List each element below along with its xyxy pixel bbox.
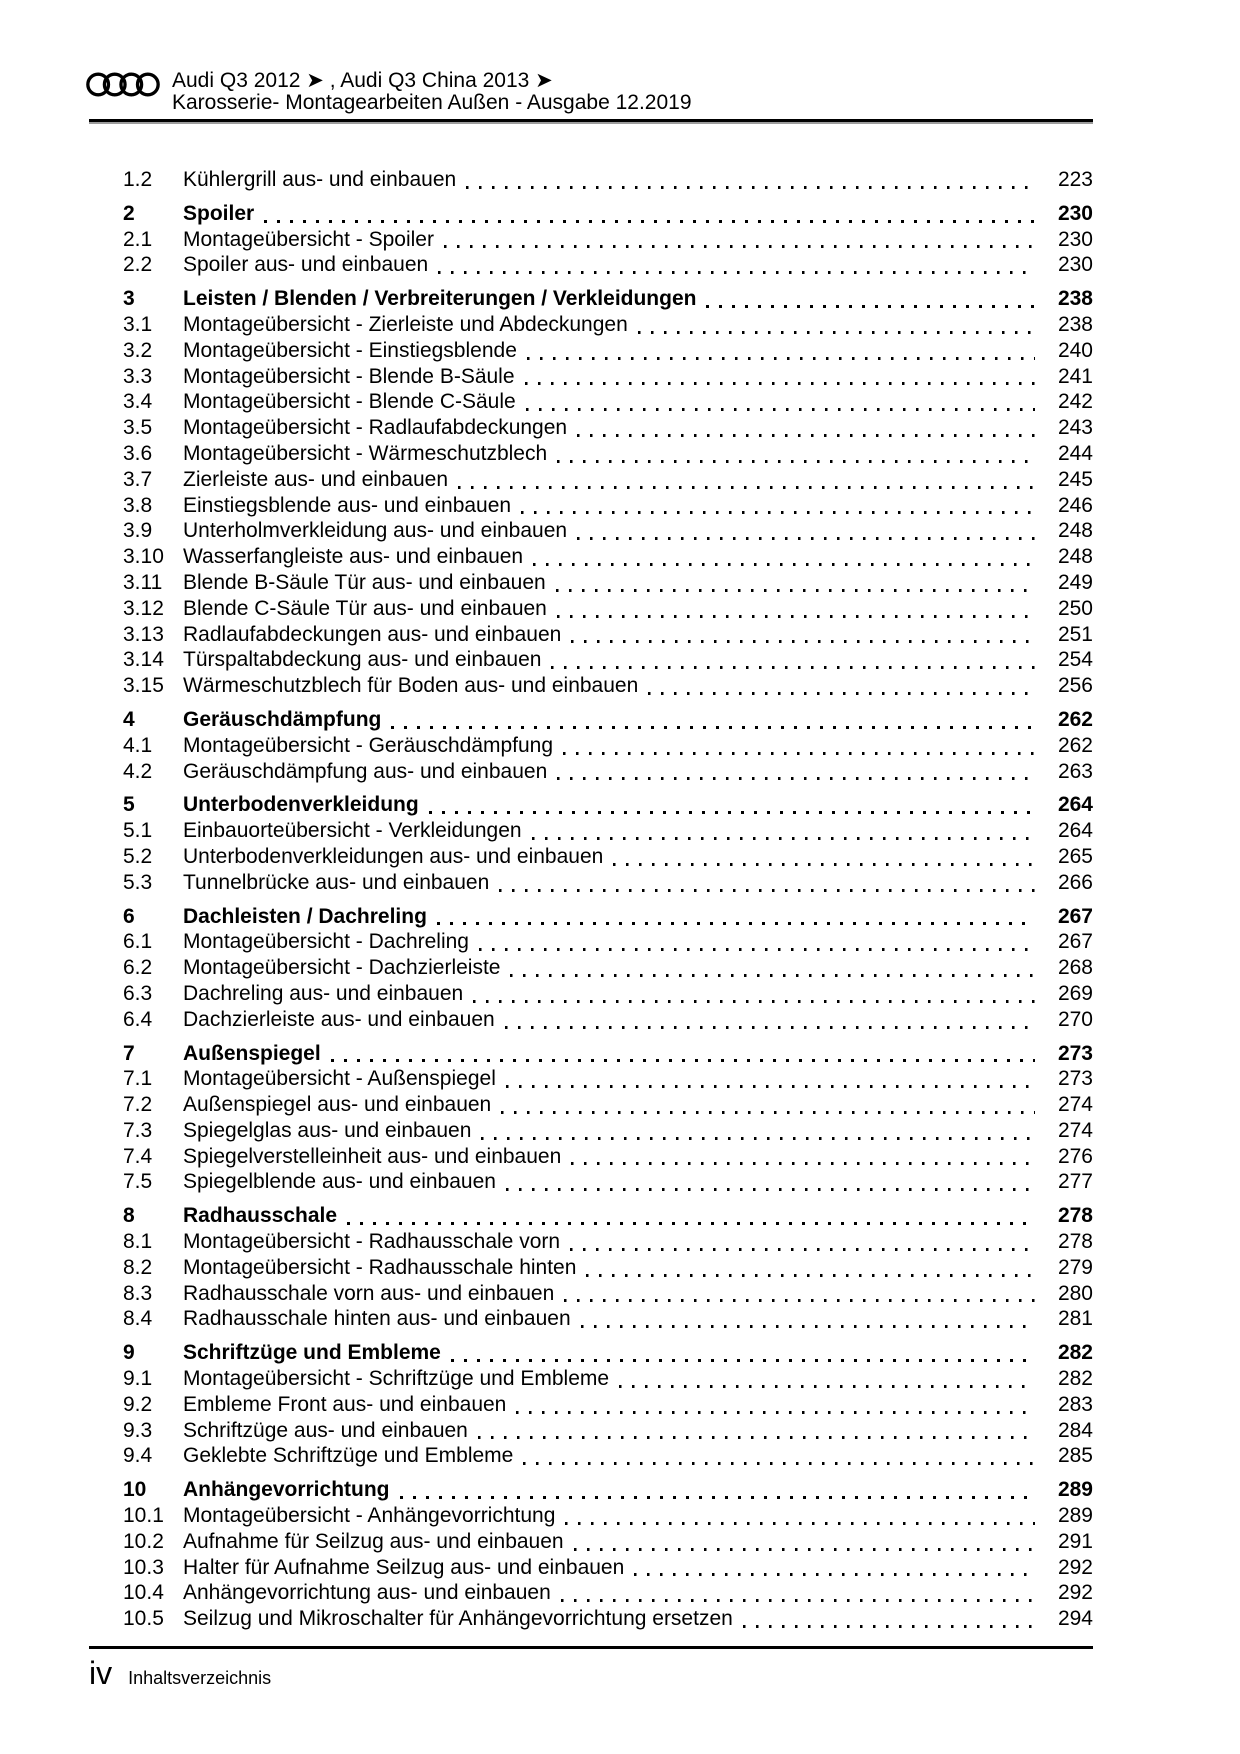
toc-entry-title: Radhausschale hinten aus- und einbauen [183, 1307, 571, 1331]
toc-row [123, 1282, 1093, 1308]
toc-entry-number: 10.1 [123, 1504, 164, 1528]
toc-entry-page: 263 [1057, 759, 1093, 783]
toc-entry-page: 276 [1057, 1144, 1093, 1168]
toc-entry-page: 246 [1057, 493, 1093, 517]
toc-entry-number: 3.11 [123, 570, 163, 594]
dot-leader [743, 1625, 1035, 1628]
toc-entry-title: Unterbodenverkleidung [183, 793, 419, 817]
dot-leader [400, 1496, 1035, 1499]
toc-entry-page: 262 [1057, 707, 1093, 731]
toc-entry-title: Einbauorteübersicht - Verkleidungen [183, 819, 522, 843]
toc-entry-title: Radhausschale [183, 1204, 338, 1228]
dot-leader [347, 1222, 1035, 1225]
toc-row [123, 494, 1093, 520]
toc-entry-number: 7.4 [123, 1144, 153, 1168]
toc-entry-title: Türspaltabdeckung aus- und einbauen [183, 648, 542, 672]
toc-entry-page: 244 [1057, 441, 1093, 465]
header-title-line2: Karosserie- Montagearbeiten Außen - Ausgabe 12.2019 [172, 91, 692, 114]
toc-entry-title: Montageübersicht - Dachzierleiste [183, 956, 501, 980]
toc-entry-title: Montageübersicht - Geräuschdämpfung [183, 733, 554, 757]
toc-entry-number: 6.4 [123, 1007, 153, 1031]
toc-entry-number: 3.8 [123, 493, 153, 517]
toc-row [123, 545, 1093, 571]
toc-row [123, 1256, 1093, 1282]
toc-entry-number: 8.3 [123, 1281, 153, 1305]
toc-entry-page: 267 [1057, 904, 1093, 928]
dot-leader [458, 486, 1035, 489]
toc-entry-title: Schriftzüge aus- und einbauen [183, 1418, 468, 1442]
toc-row [123, 1204, 1093, 1230]
dot-leader [561, 1599, 1035, 1602]
toc-entry-number: 10 [123, 1478, 147, 1502]
toc-entry-page: 265 [1057, 844, 1093, 868]
footer-page-number: iv [89, 1655, 113, 1691]
dot-leader [571, 640, 1035, 643]
toc-entry-number: 6.2 [123, 956, 153, 980]
toc-row [123, 623, 1093, 649]
dot-leader [506, 1085, 1035, 1088]
page-header [86, 70, 692, 114]
toc-entry-page: 282 [1057, 1341, 1093, 1365]
toc-row [123, 442, 1093, 468]
toc-entry-number: 7 [123, 1041, 135, 1065]
toc-entry-number: 3.7 [123, 467, 153, 491]
toc-entry-number: 3.6 [123, 441, 153, 465]
dot-leader [391, 726, 1035, 729]
toc-entry-number: 10.2 [123, 1529, 164, 1553]
toc-row [123, 1145, 1093, 1171]
toc-entry-title: Montageübersicht - Spoiler [183, 227, 434, 251]
toc-entry-title: Unterbodenverkleidungen aus- und einbauen [183, 844, 604, 868]
toc-row [123, 571, 1093, 597]
toc-entry-title: Embleme Front aus- und einbauen [183, 1392, 507, 1416]
dot-leader [264, 220, 1035, 223]
toc-entry-page: 277 [1057, 1170, 1093, 1194]
dot-leader [613, 863, 1035, 866]
toc-entry-title: Aufnahme für Seilzug aus- und einbauen [183, 1529, 564, 1553]
toc-entry-title: Wasserfangleiste aus- und einbauen [183, 545, 524, 569]
toc-entry-title: Spiegelglas aus- und einbauen [183, 1118, 472, 1142]
toc-entry-page: 267 [1057, 930, 1093, 954]
toc-entry-page: 274 [1057, 1093, 1093, 1117]
dot-leader [574, 1548, 1035, 1551]
toc-entry-title: Montageübersicht - Radlaufabdeckungen [183, 416, 568, 440]
toc-row [123, 339, 1093, 365]
toc-entry-page: 249 [1057, 570, 1093, 594]
toc-row [123, 1307, 1093, 1333]
toc-row [123, 1581, 1093, 1607]
dot-leader [499, 889, 1035, 892]
toc-row [123, 1556, 1093, 1582]
toc-entry-number: 5.1 [123, 819, 153, 843]
toc-entry-title: Blende B-Säule Tür aus- und einbauen [183, 570, 546, 594]
toc-entry-page: 254 [1057, 648, 1093, 672]
toc-entry-title: Anhängevorrichtung aus- und einbauen [183, 1581, 551, 1605]
toc-entry-page: 292 [1057, 1581, 1093, 1605]
toc-row [123, 760, 1093, 786]
toc-entry-page: 291 [1057, 1529, 1093, 1553]
toc-entry-page: 273 [1057, 1067, 1093, 1091]
toc-entry-number: 2.2 [123, 253, 153, 277]
toc-entry-title: Blende C-Säule Tür aus- und einbauen [183, 596, 547, 620]
toc-entry-number: 2.1 [123, 227, 153, 251]
toc-entry-title: Halter für Aufnahme Seilzug aus- und einbauen [183, 1555, 625, 1579]
toc-entry-title: Kühlergrill aus- und einbauen [183, 168, 457, 191]
toc-entry-number: 3.4 [123, 390, 153, 414]
dot-leader [510, 974, 1035, 977]
toc-entry-number: 3.10 [123, 545, 164, 569]
dot-leader [532, 837, 1035, 840]
dot-leader [619, 1385, 1035, 1388]
toc-row [123, 1341, 1093, 1367]
toc-entry-number: 8.1 [123, 1230, 153, 1254]
toc-entry-title: Montageübersicht - Schriftzüge und Embleme [183, 1367, 610, 1391]
footer-section-label: Inhaltsverzeichnis [128, 1668, 272, 1688]
toc-row [123, 1444, 1093, 1470]
toc-entry-number: 3.1 [123, 312, 153, 336]
toc-entry-title: Anhängevorrichtung [183, 1478, 390, 1502]
toc-row [123, 1093, 1093, 1119]
toc-row [123, 1230, 1093, 1256]
toc-entry-title: Außenspiegel [183, 1041, 321, 1065]
toc-entry-page: 280 [1057, 1281, 1093, 1305]
toc-entry-page: 238 [1057, 287, 1093, 311]
toc-entry-page: 248 [1057, 545, 1093, 569]
toc-row [123, 1607, 1093, 1633]
dot-leader [479, 948, 1035, 951]
dot-leader [523, 1462, 1035, 1465]
toc-entry-number: 9.4 [123, 1444, 153, 1468]
toc-entry-page: 230 [1057, 227, 1093, 251]
dot-leader [478, 1436, 1035, 1439]
toc-entry-title: Leisten / Blenden / Verbreiterungen / Verkleidungen [183, 287, 697, 311]
toc-row [123, 1504, 1093, 1530]
dot-leader [564, 1299, 1035, 1302]
toc-entry-number: 7.1 [123, 1067, 153, 1091]
toc-entry-title: Unterholmverkleidung aus- und einbauen [183, 519, 568, 543]
toc-entry-page: 269 [1057, 981, 1093, 1005]
toc-row [123, 674, 1093, 700]
dot-leader [516, 1411, 1035, 1414]
toc-entry-page: 264 [1057, 819, 1093, 843]
toc-entry-page: 292 [1057, 1555, 1093, 1579]
toc-entry-number: 9.3 [123, 1418, 153, 1442]
page-footer [89, 1655, 271, 1691]
toc-entry-page: 294 [1057, 1607, 1093, 1631]
toc-entry-number: 5.3 [123, 870, 153, 894]
dot-leader [581, 1325, 1035, 1328]
header-divider [89, 119, 1093, 122]
dot-leader [451, 1359, 1035, 1362]
toc-entry-number: 4.1 [123, 733, 153, 757]
toc-entry-number: 9.1 [123, 1367, 153, 1391]
toc-entry-number: 4.2 [123, 759, 153, 783]
toc-entry-number: 3.12 [123, 596, 164, 620]
toc-entry-title: Montageübersicht - Radhausschale hinten [183, 1255, 577, 1279]
toc-row [123, 1393, 1093, 1419]
footer-divider [89, 1646, 1093, 1649]
header-title-line1: Audi Q3 2012 ➤ , Audi Q3 China 2013 ➤ [172, 69, 553, 92]
toc-row [123, 390, 1093, 416]
toc-entry-title: Montageübersicht - Blende B-Säule [183, 364, 515, 388]
toc-entry-number: 8 [123, 1204, 135, 1228]
dot-leader [557, 460, 1035, 463]
toc-row [123, 313, 1093, 339]
toc-entry-number: 2 [123, 201, 135, 225]
toc-row [123, 905, 1093, 931]
toc-entry-title: Radhausschale vorn aus- und einbauen [183, 1281, 555, 1305]
dot-leader [526, 408, 1035, 411]
dot-leader [466, 186, 1035, 189]
toc-entry-page: 285 [1057, 1444, 1093, 1468]
toc-entry-page: 281 [1057, 1307, 1093, 1331]
dot-leader [551, 666, 1035, 669]
toc-row [123, 253, 1093, 279]
toc-row [123, 819, 1093, 845]
toc-entry-page: 289 [1057, 1504, 1093, 1528]
dot-leader [557, 777, 1035, 780]
toc-entry-number: 3.5 [123, 416, 153, 440]
dot-leader [556, 589, 1035, 592]
toc-entry-title: Spiegelverstelleinheit aus- und einbauen [183, 1144, 562, 1168]
toc-entry-number: 5.2 [123, 844, 153, 868]
toc-entry-number: 1.2 [123, 168, 153, 191]
audi-rings-icon [86, 71, 160, 98]
toc-row [123, 1119, 1093, 1145]
toc-entry-title: Montageübersicht - Dachreling [183, 930, 469, 954]
toc-entry-page: 256 [1057, 674, 1093, 698]
toc-entry-page: 242 [1057, 390, 1093, 414]
toc-row [123, 1367, 1093, 1393]
toc-entry-page: 270 [1057, 1007, 1093, 1031]
toc-entry-page: 241 [1057, 364, 1093, 388]
toc-entry-title: Zierleiste aus- und einbauen [183, 467, 449, 491]
toc-entry-title: Außenspiegel aus- und einbauen [183, 1093, 492, 1117]
toc-entry-number: 9 [123, 1341, 135, 1365]
toc-row [123, 1530, 1093, 1556]
toc-entry-page: 282 [1057, 1367, 1093, 1391]
dot-leader [570, 1248, 1035, 1251]
toc-entry-number: 3.3 [123, 364, 153, 388]
toc-row [123, 845, 1093, 871]
toc-entry-title: Tunnelbrücke aus- und einbauen [183, 870, 490, 894]
toc-entry-page: 251 [1057, 622, 1093, 646]
toc-entry-title: Spoiler [183, 201, 255, 225]
toc-entry-page: 245 [1057, 467, 1093, 491]
toc-entry-page: 230 [1057, 201, 1093, 225]
toc-entry-title: Dachzierleiste aus- und einbauen [183, 1007, 495, 1031]
toc-row [123, 871, 1093, 897]
toc-row [123, 287, 1093, 313]
toc-row [123, 1419, 1093, 1445]
dot-leader [331, 1059, 1035, 1062]
toc-entry-number: 8.4 [123, 1307, 153, 1331]
toc-entry-title: Dachleisten / Dachreling [183, 904, 427, 928]
dot-leader [525, 382, 1035, 385]
dot-leader [634, 1573, 1035, 1576]
toc-entry-number: 10.5 [123, 1607, 164, 1631]
toc-entry-page: 278 [1057, 1230, 1093, 1254]
toc-entry-number: 3.13 [123, 622, 164, 646]
toc-entry-number: 7.5 [123, 1170, 153, 1194]
dot-leader [505, 1026, 1035, 1029]
dot-leader [586, 1274, 1035, 1277]
toc-entry-number: 4 [123, 707, 135, 731]
toc-entry-number: 5 [123, 793, 135, 817]
toc-entry-number: 6 [123, 904, 135, 928]
toc-entry-title: Spoiler aus- und einbauen [183, 253, 429, 277]
toc-entry-number: 3 [123, 287, 135, 311]
table-of-contents [123, 168, 1093, 1633]
toc-entry-title: Montageübersicht - Blende C-Säule [183, 390, 516, 414]
dot-leader [481, 1137, 1035, 1140]
dot-leader [563, 752, 1035, 755]
toc-entry-page: 268 [1057, 956, 1093, 980]
toc-row [123, 1067, 1093, 1093]
toc-entry-number: 7.2 [123, 1093, 153, 1117]
dot-leader [437, 922, 1035, 925]
dot-leader [444, 245, 1035, 248]
toc-entry-title: Montageübersicht - Zierleiste und Abdeckungen [183, 312, 628, 336]
toc-entry-page: 223 [1057, 168, 1093, 191]
toc-entry-page: 274 [1057, 1118, 1093, 1142]
toc-entry-title: Geräuschdämpfung aus- und einbauen [183, 759, 548, 783]
toc-entry-page: 243 [1057, 416, 1093, 440]
toc-entry-title: Montageübersicht - Anhängevorrichtung [183, 1504, 556, 1528]
toc-entry-number: 9.2 [123, 1392, 153, 1416]
toc-entry-page: 279 [1057, 1255, 1093, 1279]
dot-leader [571, 1162, 1035, 1165]
dot-leader [565, 1522, 1035, 1525]
toc-entry-title: Geräuschdämpfung [183, 707, 382, 731]
dot-leader [527, 357, 1035, 360]
toc-entry-title: Montageübersicht - Außenspiegel [183, 1067, 496, 1091]
toc-entry-title: Einstiegsblende aus- und einbauen [183, 493, 512, 517]
toc-entry-title: Wärmeschutzblech für Boden aus- und einbauen [183, 674, 639, 698]
toc-row [123, 708, 1093, 734]
toc-entry-number: 8.2 [123, 1255, 153, 1279]
toc-row [123, 648, 1093, 674]
toc-entry-title: Schriftzüge und Embleme [183, 1341, 441, 1365]
toc-entry-number: 6.1 [123, 930, 153, 954]
toc-entry-number: 10.3 [123, 1555, 164, 1579]
toc-entry-number: 7.3 [123, 1118, 153, 1142]
toc-entry-number: 10.4 [123, 1581, 164, 1605]
toc-row [123, 982, 1093, 1008]
dot-leader [577, 434, 1035, 437]
toc-entry-page: 248 [1057, 519, 1093, 543]
toc-entry-title: Dachreling aus- und einbauen [183, 981, 464, 1005]
dot-leader [557, 615, 1035, 618]
dot-leader [473, 1000, 1035, 1003]
toc-row [123, 597, 1093, 623]
toc-entry-page: 238 [1057, 312, 1093, 336]
dot-leader [648, 692, 1035, 695]
toc-row [123, 228, 1093, 254]
toc-entry-page: 240 [1057, 338, 1093, 362]
toc-entry-title: Montageübersicht - Einstiegsblende [183, 338, 517, 362]
toc-entry-page: 250 [1057, 596, 1093, 620]
toc-row [123, 365, 1093, 391]
toc-row [123, 519, 1093, 545]
toc-entry-page: 262 [1057, 733, 1093, 757]
toc-row [123, 1008, 1093, 1034]
toc-entry-title: Montageübersicht - Radhausschale vorn [183, 1230, 561, 1254]
dot-leader [533, 563, 1035, 566]
toc-entry-page: 278 [1057, 1204, 1093, 1228]
toc-entry-number: 3.14 [123, 648, 164, 672]
toc-entry-page: 273 [1057, 1041, 1093, 1065]
dot-leader [638, 331, 1035, 334]
toc-row [123, 1478, 1093, 1504]
toc-entry-page: 283 [1057, 1392, 1093, 1416]
toc-entry-title: Montageübersicht - Wärmeschutzblech [183, 441, 548, 465]
toc-row [123, 956, 1093, 982]
dot-leader [501, 1111, 1035, 1114]
toc-entry-title: Spiegelblende aus- und einbauen [183, 1170, 496, 1194]
dot-leader [521, 511, 1035, 514]
dot-leader [429, 811, 1035, 814]
toc-row [123, 1170, 1093, 1196]
toc-entry-page: 289 [1057, 1478, 1093, 1502]
toc-row [123, 168, 1093, 194]
dot-leader [506, 1188, 1035, 1191]
toc-entry-number: 6.3 [123, 981, 153, 1005]
toc-entry-number: 3.2 [123, 338, 153, 362]
dot-leader [438, 271, 1035, 274]
dot-leader [706, 305, 1035, 308]
toc-entry-title: Seilzug und Mikroschalter für Anhängevorrichtung ersetzen [183, 1607, 733, 1631]
toc-row [123, 468, 1093, 494]
toc-entry-page: 230 [1057, 253, 1093, 277]
dot-leader [577, 537, 1035, 540]
toc-row [123, 416, 1093, 442]
toc-row [123, 793, 1093, 819]
toc-entry-page: 284 [1057, 1418, 1093, 1442]
toc-row [123, 202, 1093, 228]
toc-row [123, 1042, 1093, 1068]
toc-entry-number: 3.15 [123, 674, 164, 698]
toc-entry-title: Radlaufabdeckungen aus- und einbauen [183, 622, 562, 646]
toc-entry-page: 264 [1057, 793, 1093, 817]
toc-entry-title: Geklebte Schriftzüge und Embleme [183, 1444, 514, 1468]
toc-entry-number: 3.9 [123, 519, 153, 543]
header-titles [172, 70, 692, 114]
toc-entry-page: 266 [1057, 870, 1093, 894]
toc-row [123, 930, 1093, 956]
toc-row [123, 734, 1093, 760]
